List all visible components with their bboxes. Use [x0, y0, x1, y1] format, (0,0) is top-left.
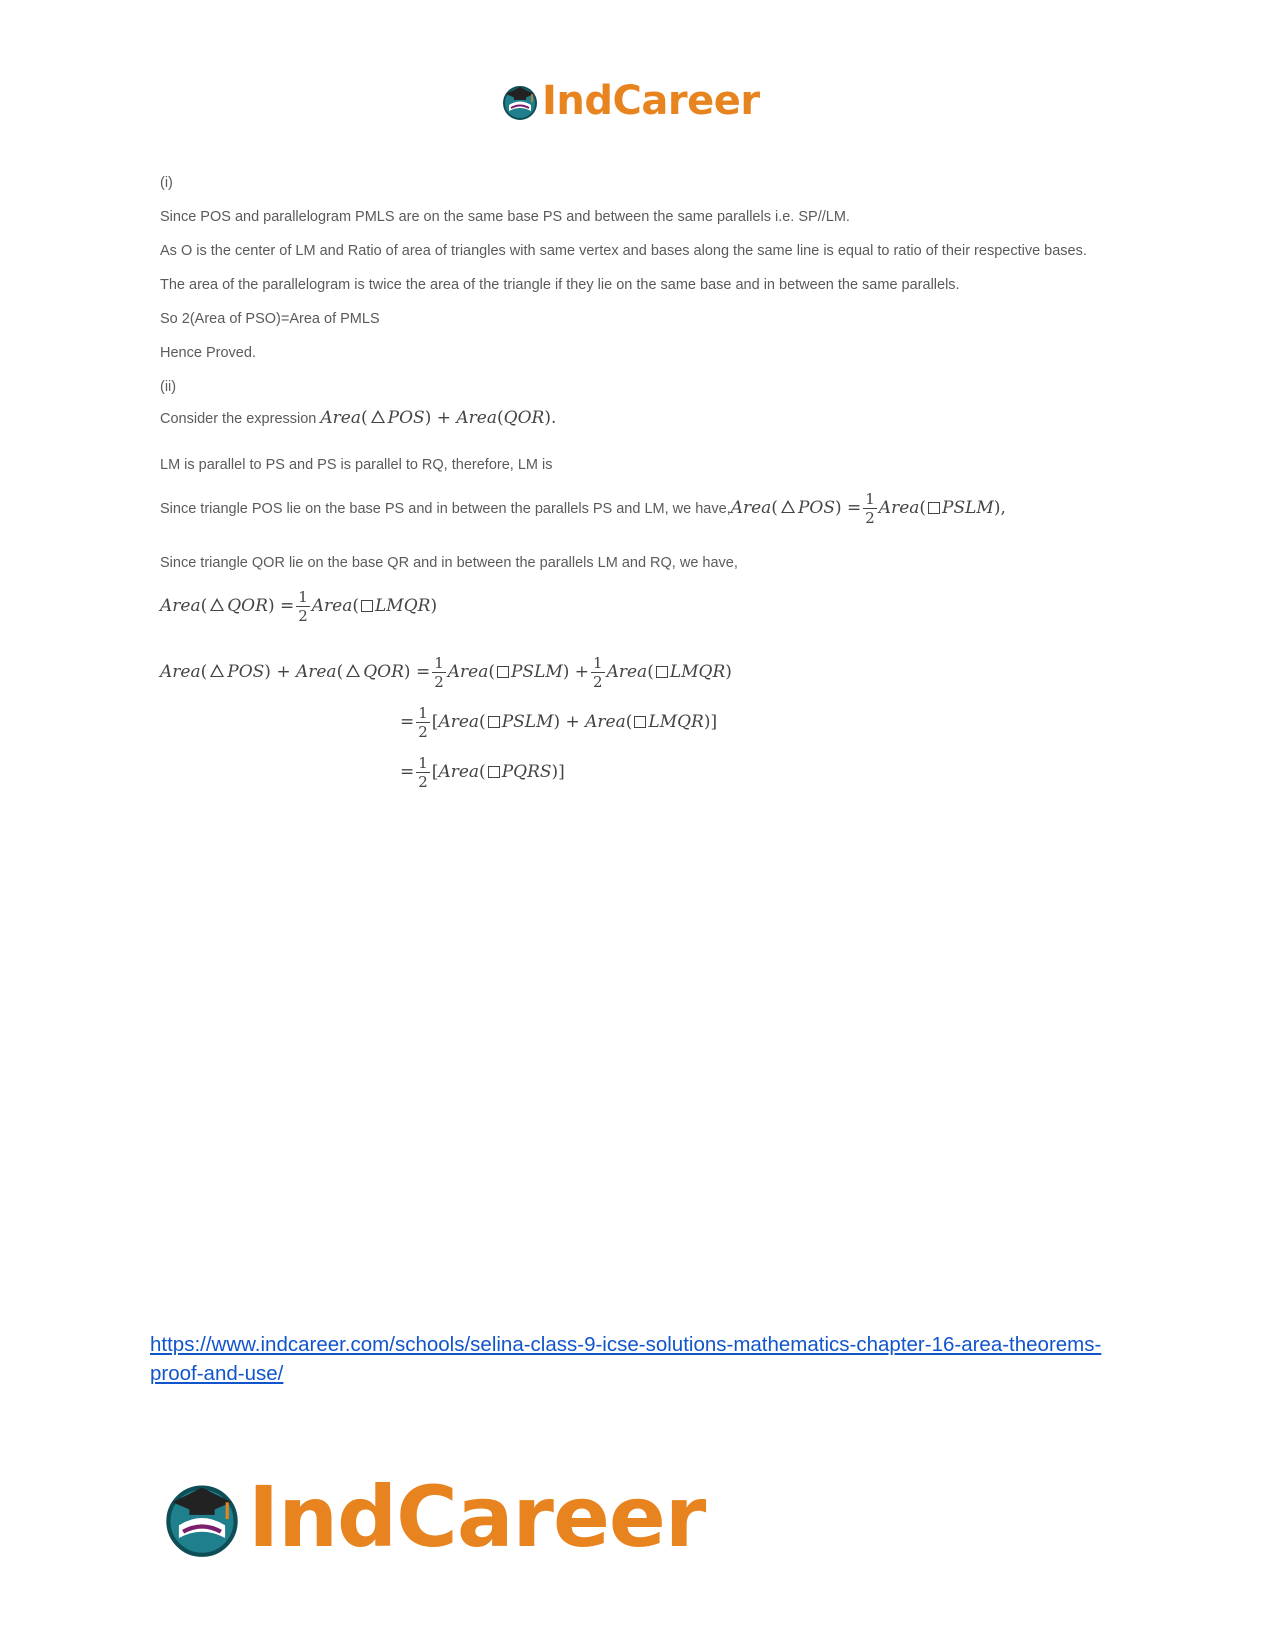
square-icon: [488, 766, 500, 778]
part-i-label: (i): [160, 175, 173, 191]
math-expression: Area( QOR) = $\frac{1}{2}$ Area( LMQR): [160, 588, 438, 625]
logo-wordmark: IndCareer: [542, 78, 760, 124]
paragraph: LM is parallel to PS and PS is parallel to RQ, therefore, LM is: [160, 457, 553, 473]
graduation-cap-globe-icon: [500, 81, 540, 121]
part-ii-label: (ii): [160, 379, 177, 395]
equation-line: [400, 754, 565, 791]
equation-line: [160, 490, 1006, 527]
fraction: $\frac{1}{2}$: [418, 704, 428, 741]
fraction: $\frac{1}{2}$: [865, 490, 875, 527]
triangle-icon: [210, 598, 224, 611]
square-icon: [497, 666, 509, 678]
fraction: $\frac{1}{2}$: [418, 754, 428, 791]
triangle-icon: [371, 410, 385, 423]
triangle-icon: [210, 664, 224, 677]
math-expression: Area( POS) + Area(QOR).: [320, 408, 557, 428]
paragraph: Hence Proved.: [160, 345, 256, 361]
expression-line: [160, 408, 556, 428]
triangle-icon: [781, 500, 795, 513]
header-logo: [500, 78, 760, 124]
source-link[interactable]: https://www.indcareer.com/schools/selina-class-9-icse-solutions-mathematics-chapter-16-area-theorems-proof-and-use/: [150, 1333, 1102, 1385]
fraction: $\frac{1}{2}$: [298, 588, 308, 625]
fraction: $\frac{1}{2}$: [434, 654, 444, 691]
math-expression: = $\frac{1}{2}$ [Area( PQRS)]: [400, 754, 565, 791]
paragraph: Since triangle POS lie on the base PS and in between the parallels PS and LM, we have,: [160, 501, 731, 517]
math-expression: Area( POS) + Area( QOR) = $\frac{1}{2}$ Area( PSLM) + $\frac{1}{2}$ Area( LMQR): [160, 654, 732, 691]
fraction: $\frac{1}{2}$: [593, 654, 603, 691]
square-icon: [928, 502, 940, 514]
square-icon: [656, 666, 668, 678]
equation-line: [160, 654, 732, 691]
paragraph: So 2(Area of PSO)=Area of PMLS: [160, 311, 380, 327]
footer-logo: [160, 1468, 705, 1566]
paragraph: Since POS and parallelogram PMLS are on the same base PS and between the same parallels i.e. SP//LM.: [160, 209, 850, 225]
paragraph: The area of the parallelogram is twice the area of the triangle if they lie on the same base and in between the same parallels.: [160, 277, 960, 293]
math-expression: Area( POS) = $\frac{1}{2}$ Area( PSLM),: [730, 490, 1006, 527]
equation-line: [160, 588, 437, 625]
equation-line: [400, 704, 717, 741]
square-icon: [488, 716, 500, 728]
paragraph: As O is the center of LM and Ratio of area of triangles with same vertex and bases along the same line is equal to ratio of their respective bases.: [160, 243, 1087, 259]
paragraph: Consider the expression: [160, 411, 317, 427]
triangle-icon: [346, 664, 360, 677]
graduation-cap-globe-icon: [160, 1475, 244, 1559]
logo-wordmark: IndCareer: [248, 1468, 706, 1566]
square-icon: [361, 600, 373, 612]
square-icon: [634, 716, 646, 728]
paragraph: Since triangle QOR lie on the base QR and in between the parallels LM and RQ, we have,: [160, 555, 738, 571]
math-expression: = $\frac{1}{2}$ [Area( PSLM) + Area( LMQR)]: [400, 704, 718, 741]
